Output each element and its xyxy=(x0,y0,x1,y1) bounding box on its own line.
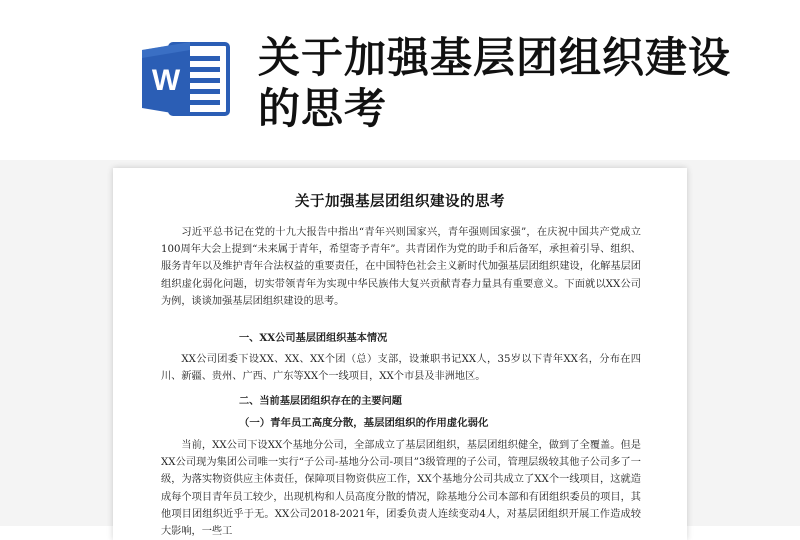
word-document-icon xyxy=(140,40,232,118)
header xyxy=(0,0,800,160)
document-title: 关于加强基层团组织建设的思考 xyxy=(295,193,505,210)
subsection-heading-1: （一）青年员工高度分散，基层团组织的作用虚化弱化 xyxy=(239,417,489,429)
subsection1-paragraph: 当前，XX公司下设XX个基地分公司，全部成立了基层团组织，基层团组织健全，做到了全覆盖。但是XX公司现为集团公司唯一实行“子公司-基地分公司-项目”3级管理的子公司，管理层级较其他子公司多了一级，为落实物资供应主体责任，保障项目物资供应工作，XX个基地分公司共成立了XX个一线项目，这就造成每个项目青年员工较少，出现机构和人员高度分散的情况，除基地分公司本部和有团组织委员的项目，其他项目团组织近乎于无。XX公司2018-2021年，团委负责人连续变动4人，对基层团组织开展工作造成较大影响，一些工 xyxy=(161,440,641,538)
intro-paragraph: 习近平总书记在党的十九大报告中指出“青年兴则国家兴，青年强则国家强”，在庆祝中国共产党成立100周年大会上提到“未来属于青年，希望寄予青年”。共青团作为党的助手和后备军，承担着引导、组织、服务青年以及维护青年合法权益的重要责任，在中国特色社会主义新时代加强基层团组织建设，化解基层团组织虚化弱化问题，切实带领青年为实现中华民族伟大复兴贡献青春力量具有重要意义。下面就以XX公司为例，谈谈加强基层团组织建设的思考。 xyxy=(161,227,641,307)
section-heading-2: 二、当前基层团组织存在的主要问题 xyxy=(239,395,402,407)
section-heading-1: 一、XX公司基层团组织基本情况 xyxy=(239,332,388,344)
document-page xyxy=(113,168,687,540)
svg-text:W: W xyxy=(151,64,181,97)
header-title: 关于加强基层团组织建设的思考 xyxy=(258,33,732,133)
document-preview-area xyxy=(0,160,800,538)
section1-paragraph: XX公司团委下设XX、XX、XX个团（总）支部，设兼职书记XX人，35岁以下青年XX名，分布在四川、新疆、贵州、广西、广东等XX个一线项目，XX个市县及非洲地区。 xyxy=(161,354,641,383)
